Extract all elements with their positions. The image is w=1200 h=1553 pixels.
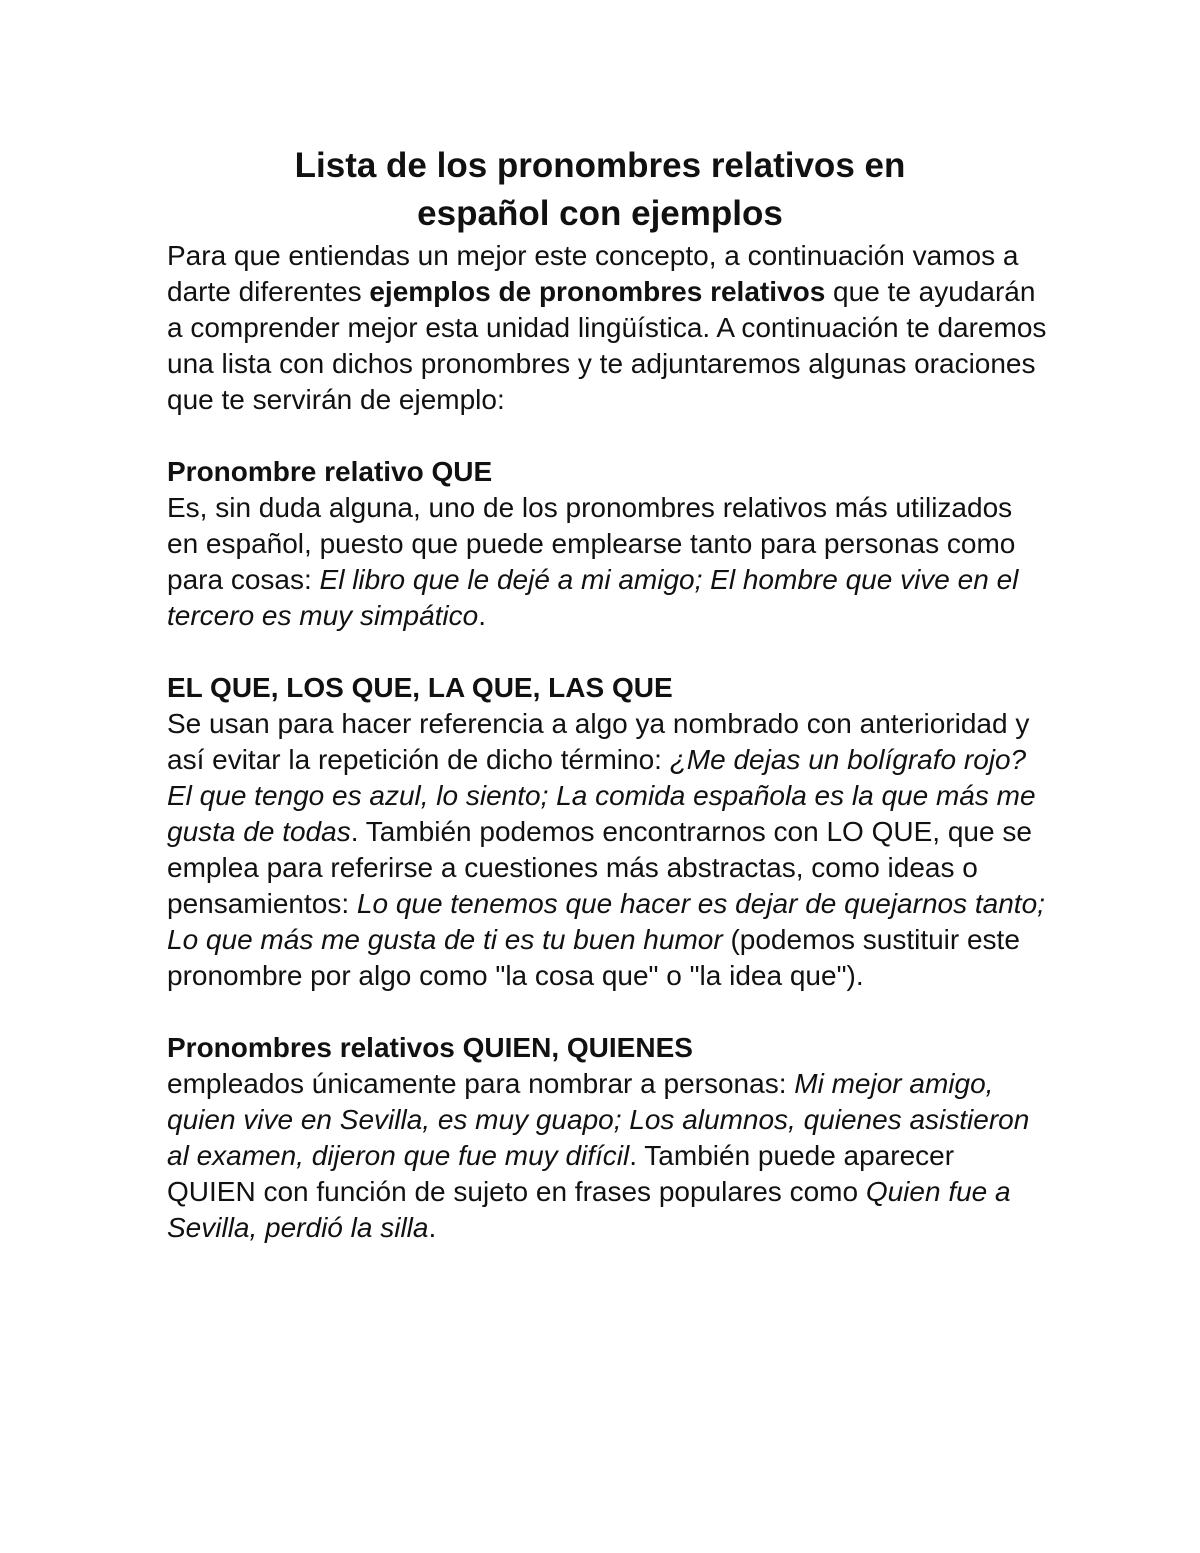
el-que-example-2: Lo que tenemos que hacer es dejar de quejarnos tanto; Lo que más me gusta de ti es tu buen humor bbox=[167, 888, 1045, 955]
paragraph-spacer bbox=[167, 418, 1047, 454]
section-paragraph-que bbox=[167, 490, 1047, 634]
intro-paragraph bbox=[167, 238, 1047, 418]
document-body bbox=[167, 238, 1047, 1246]
que-text: Es, sin duda alguna, uno de los pronombres relativos más utilizados en español, puesto que puede emplearse tanto para personas como para cosas: bbox=[167, 492, 1016, 595]
paragraph-spacer bbox=[167, 634, 1047, 670]
title-line-1: Lista de los pronombres relativos en bbox=[294, 146, 906, 185]
section-paragraph-quien bbox=[167, 1066, 1047, 1246]
paragraph-spacer bbox=[167, 994, 1047, 1030]
que-example: El libro que le dejé a mi amigo; El hombre que vive en el tercero es muy simpático bbox=[167, 564, 1019, 631]
que-end: . bbox=[478, 600, 486, 631]
section-heading-el-que: EL QUE, LOS QUE, LA QUE, LAS QUE bbox=[167, 672, 673, 703]
intro-text-end: que te ayudarán a comprender mejor esta unidad lingüística. A continuación te daremos una lista con dichos pronombres y te adjuntaremos algunas oraciones que te servirán de ejemplo: bbox=[167, 276, 1047, 415]
title-line-2: español con ejemplos bbox=[417, 194, 783, 233]
intro-bold-phrase: ejemplos de pronombres relativos bbox=[369, 276, 826, 307]
el-que-text-1: Se usan para hacer referencia a algo ya nombrado con anterioridad y así evitar la repetición de dicho término: bbox=[167, 708, 1030, 775]
el-que-example-1: ¿Me dejas un bolígrafo rojo? El que tengo es azul, lo siento; La comida española es la que más me gusta de todas bbox=[167, 744, 1036, 847]
document-title bbox=[150, 142, 1050, 238]
section-paragraph-el-que bbox=[167, 706, 1047, 994]
quien-example-2: Quien fue a Sevilla, perdió la silla bbox=[167, 1176, 1011, 1243]
el-que-text-3: (podemos sustituir este pronombre por algo como "la cosa que" o "la idea que"). bbox=[167, 924, 1020, 991]
quien-text-2: . También puede aparecer QUIEN con función de sujeto en frases populares como bbox=[167, 1140, 955, 1207]
section-heading-quien: Pronombres relativos QUIEN, QUIENES bbox=[167, 1032, 693, 1063]
quien-example-1: Mi mejor amigo, quien vive en Sevilla, es muy guapo; Los alumnos, quienes asistieron al examen, dijeron que fue muy difícil bbox=[167, 1068, 1030, 1171]
section-heading-que: Pronombre relativo QUE bbox=[167, 456, 493, 487]
quien-text-1: empleados únicamente para nombrar a personas: bbox=[167, 1068, 795, 1099]
quien-end: . bbox=[428, 1212, 437, 1243]
el-que-text-2: . También podemos encontrarnos con LO QUE, que se emplea para referirse a cuestiones más abstractas, como ideas o pensamientos: bbox=[167, 816, 1032, 919]
intro-text-start: Para que entiendas un mejor este concepto, a continuación vamos a darte diferentes bbox=[167, 240, 1019, 307]
